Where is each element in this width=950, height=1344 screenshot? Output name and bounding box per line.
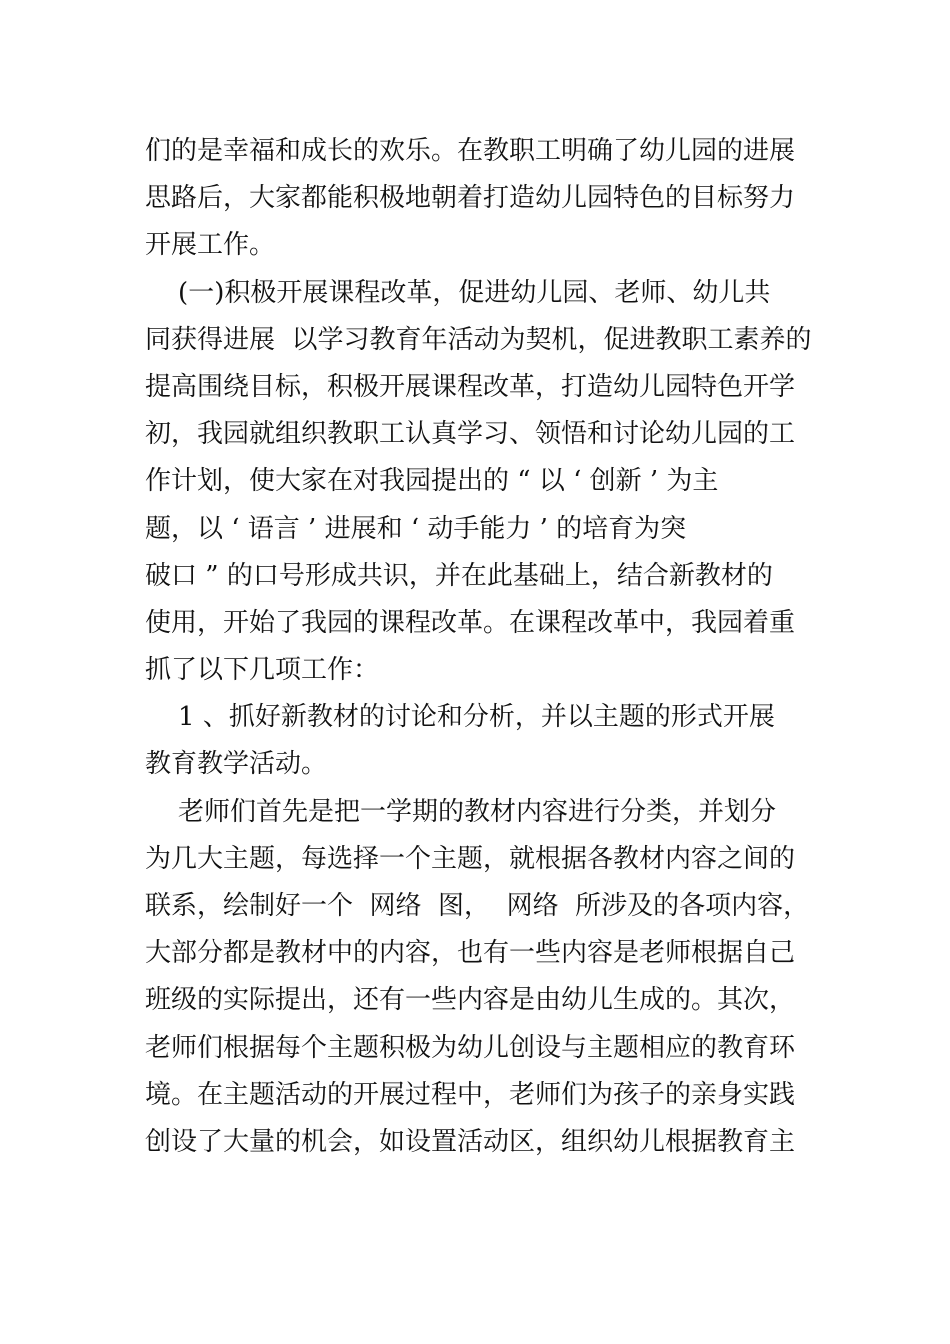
text-line: 同获得进展 以学习教育年活动为契机，促进教职工素养的	[145, 324, 812, 355]
text-line: 们的是幸福和成长的欢乐。在教职工明确了幼儿园的进展	[145, 136, 796, 166]
text-line: 初，我园就组织教职工认真学习、领悟和讨论幼儿园的工	[145, 419, 796, 450]
text-line: (一)积极开展课程改革，促进幼儿园、老师、幼儿共	[145, 277, 771, 308]
text-line: 1 、抓好新教材的讨论和分析，并以主题的形式开展	[145, 702, 775, 733]
text-line: 开展工作。	[145, 230, 276, 261]
text-line: 作计划，使大家在对我园提出的 “ 以 ‘ 创新 ’ 为主	[145, 466, 719, 497]
text-line: 抓了以下几项工作：	[145, 655, 380, 686]
text-line: 老师们首先是把一学期的教材内容进行分类，并划分	[145, 796, 777, 827]
text-line: 破口 ” 的口号形成共识，并在此基础上，结合新教材的	[145, 560, 773, 591]
text-line: 创设了大量的机会，如设置活动区，组织幼儿根据教育主	[145, 1126, 796, 1157]
text-line: 班级的实际提出，还有一些内容是由幼儿生成的。其次，	[145, 985, 796, 1016]
text-line: 使用，开始了我园的课程改革。在课程改革中，我园着重	[145, 607, 796, 638]
text-line: 提高围绕目标，积极开展课程改革，打造幼儿园特色开学	[145, 371, 796, 402]
body-text	[145, 128, 810, 1166]
text-line: 境。在主题活动的开展过程中，老师们为孩子的亲身实践	[145, 1079, 796, 1110]
text-line: 为几大主题，每选择一个主题，就根据各教材内容之间的	[145, 843, 796, 874]
text-line: 大部分都是教材中的内容，也有一些内容是老师根据自己	[145, 938, 796, 969]
text-line: 联系，绘制好一个 网络 图， 网络 所涉及的各项内容，	[145, 891, 810, 921]
text-line: 老师们根据每个主题积极为幼儿创设与主题相应的教育环	[145, 1032, 796, 1063]
text-line: 题，以 ‘ 语言 ’ 进展和 ‘ 动手能力 ’ 的培育为突	[145, 513, 687, 544]
text-line: 思路后，大家都能积极地朝着打造幼儿园特色的目标努力	[145, 183, 796, 214]
text-line: 教育教学活动。	[145, 749, 328, 780]
